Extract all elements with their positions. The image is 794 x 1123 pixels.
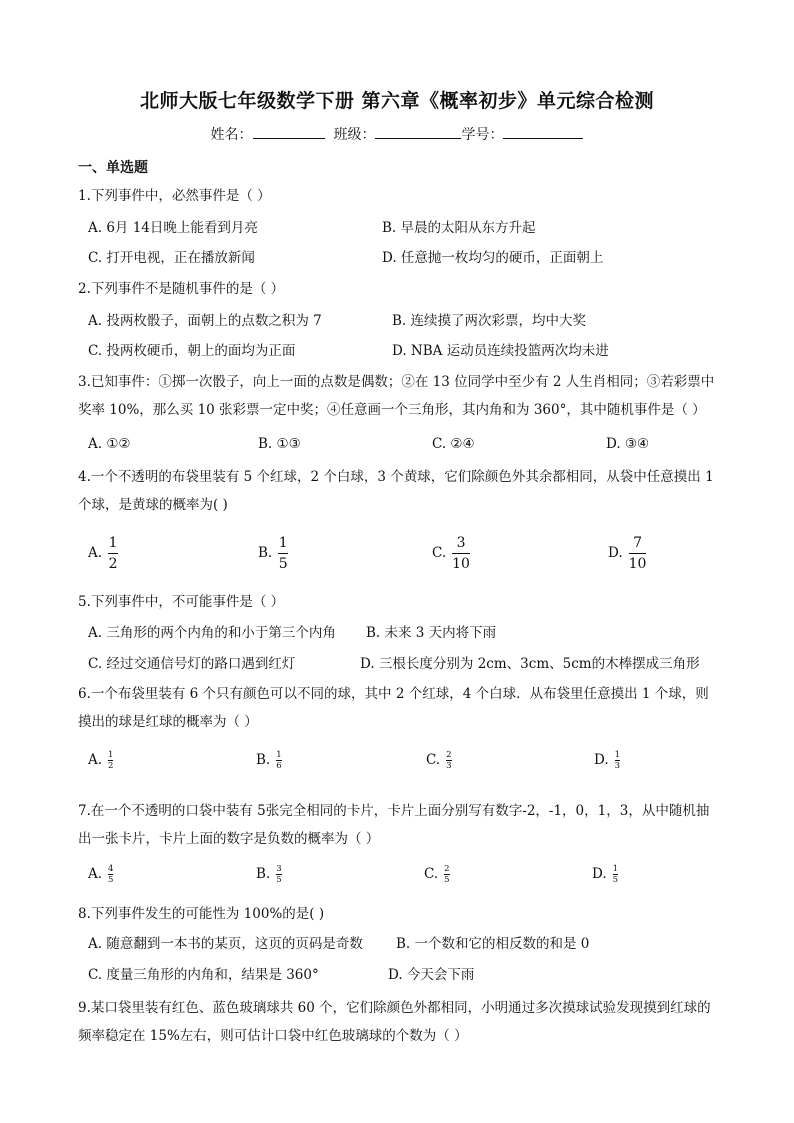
question-7-line-1: 7.在一个不透明的口袋中装有 5张完全相同的卡片，卡片上面分别写有数字-2，-1，0，1，3，从中随机抽 xyxy=(78,803,710,819)
fraction xyxy=(629,536,647,571)
id-blank[interactable] xyxy=(503,124,583,139)
q3-option-d: D. ③④ xyxy=(606,436,650,452)
name-label: 姓名： xyxy=(210,127,253,143)
fraction xyxy=(452,536,470,571)
q7-option-c xyxy=(424,864,450,885)
denominator: 5 xyxy=(108,875,114,885)
numerator: 1 xyxy=(612,863,619,874)
q7-option-b xyxy=(256,864,282,885)
denominator: 3 xyxy=(614,761,621,771)
q4-option-b xyxy=(258,536,288,571)
denominator: 5 xyxy=(444,875,450,885)
q1-option-a: A. 6月 14日晚上能看到月亮 xyxy=(88,220,258,236)
q5-option-c: C. 经过交通信号灯的路口遇到红灯 xyxy=(88,656,296,672)
q4-option-d xyxy=(608,536,646,571)
denominator: 5 xyxy=(276,875,282,885)
option-letter: D. xyxy=(608,545,623,561)
q5-option-b: B. 未来 3 天内将下雨 xyxy=(366,625,497,641)
q6-option-a xyxy=(88,750,113,771)
fraction xyxy=(108,751,113,771)
option-letter: A. xyxy=(88,866,103,882)
fraction xyxy=(613,865,618,885)
q4-option-a xyxy=(88,536,118,571)
question-7-stem xyxy=(78,797,718,853)
question-4-stem xyxy=(78,463,718,519)
fraction xyxy=(276,751,281,771)
question-6-line-1: 6.一个布袋里装有 6 个只有颜色可以不同的球，其中 2 个红球，4 个白球．从布袋里任意摸出 1 个球，则 xyxy=(78,686,709,702)
id-label: 学号： xyxy=(461,127,504,143)
q2-option-a: A. 投两枚骰子，面朝上的点数之积为 7 xyxy=(88,313,322,329)
q3-option-b: B. ①③ xyxy=(258,436,301,452)
fraction xyxy=(108,865,113,885)
numerator: 1 xyxy=(108,535,118,551)
q1-option-c: C. 打开电视，正在播放新闻 xyxy=(88,250,255,266)
numerator: 1 xyxy=(108,749,114,760)
student-info-line xyxy=(0,124,794,144)
q6-option-d xyxy=(594,750,620,771)
question-6-line-2: 摸出的球是红球的概率为（ ） xyxy=(78,714,258,730)
question-1-stem: 1.下列事件中，必然事件是（ ） xyxy=(78,188,271,204)
q3-option-a: A. ①② xyxy=(88,436,131,452)
q5-option-d: D. 三根长度分别为 2cm、3cm、5cm的木棒摆成三角形 xyxy=(360,656,700,672)
option-letter: A. xyxy=(88,752,103,768)
q8-option-b: B. 一个数和它的相反数的和是 0 xyxy=(396,936,590,952)
q1-option-d: D. 任意抛一枚均匀的硬币，正面朝上 xyxy=(382,250,604,266)
option-letter: C. xyxy=(432,545,447,561)
fraction xyxy=(615,751,620,771)
q4-option-c xyxy=(432,536,470,571)
option-letter: B. xyxy=(256,866,271,882)
section-heading: 一、单选题 xyxy=(78,160,148,176)
page-title: 北师大版七年级数学下册 第六章《概率初步》单元综合检测 xyxy=(139,90,655,112)
q3-option-c: C. ②④ xyxy=(432,436,475,452)
numerator: 2 xyxy=(446,749,452,760)
class-label: 班级： xyxy=(333,127,376,143)
q1-option-b: B. 早晨的太阳从东方升起 xyxy=(382,220,536,236)
q2-option-b: B. 连续摸了两次彩票，均中大奖 xyxy=(392,313,587,329)
q6-option-c xyxy=(426,750,452,771)
q7-option-d xyxy=(592,864,618,885)
numerator: 4 xyxy=(108,863,114,874)
question-5-stem: 5.下列事件中，不可能事件是（ ） xyxy=(78,594,285,610)
question-9-line-1: 9.某口袋里装有红色、蓝色玻璃球共 60 个，它们除颜色外都相同，小明通过多次摸球试验发现摸到红球的 xyxy=(78,1000,711,1016)
option-letter: C. xyxy=(424,866,439,882)
denominator: 3 xyxy=(446,761,452,771)
question-7-line-2: 出一张卡片，卡片上面的数字是负数的概率为（ ） xyxy=(78,831,380,847)
denominator: 5 xyxy=(612,875,619,885)
denominator: 10 xyxy=(628,556,647,572)
question-9-line-2: 频率稳定在 15%左右，则可估计口袋中红色玻璃球的个数为（ ） xyxy=(78,1028,468,1044)
option-letter: B. xyxy=(258,545,273,561)
denominator: 5 xyxy=(278,556,288,572)
question-3-line-2: 奖率 10%，那么买 10 张彩票一定中奖；④任意画一个三角形，其内角和为 360°，其中随机事件是（ ） xyxy=(78,402,706,418)
q5-option-a: A. 三角形的两个内角的和小于第三个内角 xyxy=(88,625,336,641)
class-blank[interactable] xyxy=(375,124,461,139)
q8-option-c: C. 度量三角形的内角和，结果是 360° xyxy=(88,967,319,983)
q8-option-a: A. 随意翻到一本书的某页，这页的页码是奇数 xyxy=(88,936,363,952)
question-9-stem xyxy=(78,994,718,1050)
denominator: 2 xyxy=(108,556,118,572)
fraction xyxy=(276,865,281,885)
option-letter: D. xyxy=(592,866,607,882)
question-3-stem xyxy=(78,368,718,424)
q7-option-a xyxy=(88,864,113,885)
fraction xyxy=(278,536,288,571)
numerator: 1 xyxy=(276,749,282,760)
q2-option-c: C. 投两枚硬币，朝上的面均为正面 xyxy=(88,343,296,359)
option-letter: C. xyxy=(426,752,441,768)
question-8-stem: 8.下列事件发生的可能性为 100%的是( ) xyxy=(78,906,325,922)
question-3-line-1: 3.已知事件：①掷一次骰子，向上一面的点数是偶数；②在 13 位同学中至少有 2 人生肖相同；③若彩票中 xyxy=(78,374,715,390)
option-letter: B. xyxy=(256,752,271,768)
q6-option-b xyxy=(256,750,282,771)
denominator: 10 xyxy=(452,556,470,572)
numerator: 3 xyxy=(456,535,466,551)
q8-option-d: D. 今天会下雨 xyxy=(388,967,475,983)
question-4-line-1: 4.一个不透明的布袋里装有 5 个红球，2 个白球，3 个黄球，它们除颜色外其余都相同，从袋中任意摸出 1 xyxy=(78,469,714,485)
question-4-line-2: 个球，是黄球的概率为( ) xyxy=(78,497,228,513)
option-letter: D. xyxy=(594,752,609,768)
option-letter: A. xyxy=(88,545,103,561)
numerator: 1 xyxy=(278,535,288,551)
question-6-stem xyxy=(78,680,718,736)
numerator: 2 xyxy=(444,863,450,874)
numerator: 1 xyxy=(614,749,621,760)
name-blank[interactable] xyxy=(253,124,325,139)
denominator: 2 xyxy=(108,761,114,771)
denominator: 6 xyxy=(276,761,282,771)
fraction xyxy=(444,865,449,885)
fraction xyxy=(446,751,451,771)
fraction xyxy=(108,536,118,571)
numerator: 3 xyxy=(276,863,282,874)
question-2-stem: 2.下列事件不是随机事件的是（ ） xyxy=(78,281,285,297)
numerator: 7 xyxy=(633,535,643,551)
q2-option-d: D. NBA 运动员连续投篮两次均未进 xyxy=(392,343,609,359)
